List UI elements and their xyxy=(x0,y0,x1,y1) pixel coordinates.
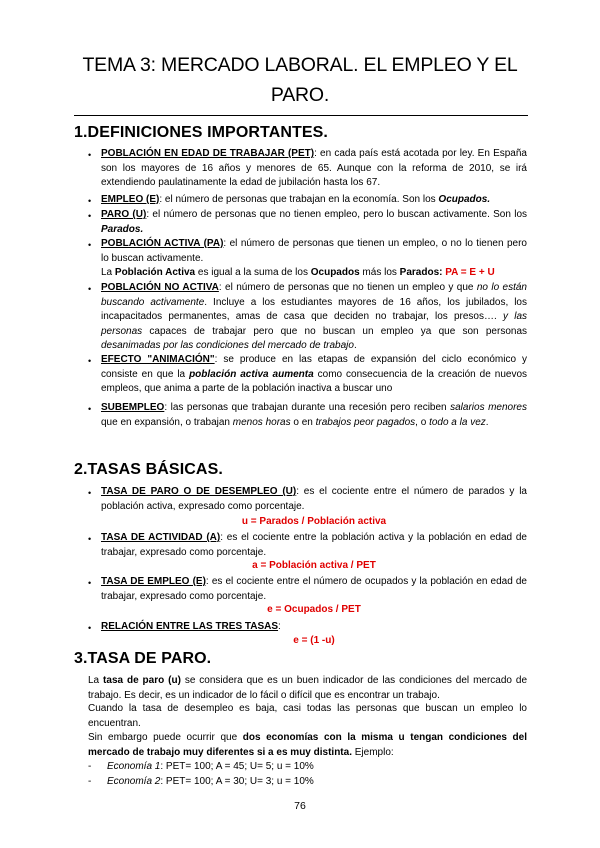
list-dash: - xyxy=(88,761,92,772)
bullet: • xyxy=(88,404,92,414)
pa-note: La Población Activa es igual a la suma de los Ocupados más los Parados: PA = E + U xyxy=(101,267,495,278)
relacion-tasas: RELACIÓN ENTRE LAS TRES TASAS: xyxy=(101,621,281,632)
bullet: • xyxy=(88,623,92,633)
def-pet: POBLACIÓN EN EDAD DE TRABAJAR (PET): en cada país está acotada por ley. En España son los mayores de 16 años y menores de 65. Aunque con la reforma de 2010, se irá extendiendo paulatinamente la edad de jubilación hasta los 67. xyxy=(101,148,527,189)
bullet: • xyxy=(88,150,92,160)
formula-tasa-empleo: e = Ocupados / PET xyxy=(267,604,361,615)
def-poblacion-activa: POBLACIÓN ACTIVA (PA): el número de personas que tienen un empleo, o no lo tienen pero lo buscan activamente. xyxy=(101,238,527,264)
bullet: • xyxy=(88,284,92,294)
tasa-paro: TASA DE PARO O DE DESEMPLEO (U): es el cociente entre el número de parados y la población activa, expresado como porcentaje. xyxy=(101,486,527,512)
def-subempleo: SUBEMPLEO: las personas que trabajan durante una recesión pero reciben salarios menores que en expansión, o trabajan menos horas o en trabajos peor pagados, o todo a la vez. xyxy=(101,402,527,428)
section-heading-tasa-paro: 3.TASA DE PARO. xyxy=(74,650,212,667)
paro-paragraph-1: La tasa de paro (u) se considera que es un buen indicador de las condiciones del mercado de trabajo. Es decir, es un indicador de lo fácil o difícil que es encontrar un trabajo. xyxy=(88,675,528,701)
example-economia-1: Economía 1: PET= 100; A = 45; U= 5; u = 10% xyxy=(107,761,314,772)
bullet: • xyxy=(88,578,92,588)
formula-relacion: e = (1 -u) xyxy=(293,635,335,646)
list-dash: - xyxy=(88,776,92,787)
def-empleo: EMPLEO (E): el número de personas que trabajan en la economía. Son los Ocupados. xyxy=(101,194,491,205)
tasa-empleo: TASA DE EMPLEO (E): es el cociente entre el número de ocupados y la población en edad de trabajar, expresado como porcentaje. xyxy=(101,576,527,602)
bullet: • xyxy=(88,196,92,206)
paro-paragraph-2: Cuando la tasa de desempleo es baja, casi todas las personas que buscan un empleo lo encuentran. xyxy=(88,703,527,729)
formula-tasa-paro: u = Parados / Población activa xyxy=(241,516,387,527)
tasa-actividad: TASA DE ACTIVIDAD (A): es el cociente entre la población activa y la población en edad de trabajar, expresado como porcentaje. xyxy=(101,532,527,558)
section-heading-definiciones: 1.DEFINICIONES IMPORTANTES. xyxy=(74,124,328,141)
title-divider xyxy=(74,115,528,116)
bullet: • xyxy=(88,240,92,250)
bullet: • xyxy=(88,211,92,221)
paro-paragraph-3: Sin embargo puede ocurrir que dos economías con la misma u tengan condiciones del mercado de trabajo muy diferentes si a es muy distinta. Ejemplo: xyxy=(88,732,528,758)
page-number: 76 xyxy=(294,800,306,812)
bullet: • xyxy=(88,534,92,544)
example-economia-2: Economía 2: PET= 100; A = 30; U= 3; u = 10% xyxy=(107,776,314,787)
bullet: • xyxy=(88,488,92,498)
page-title: TEMA 3: MERCADO LABORAL. EL EMPLEO Y EL PARO. xyxy=(82,54,518,106)
bullet: • xyxy=(88,356,92,366)
section-heading-tasas: 2.TASAS BÁSICAS. xyxy=(74,461,223,478)
def-poblacion-no-activa: POBLACIÓN NO ACTIVA: el número de personas que no tienen un empleo y que no lo están buscando activamente. Incluye a los estudiantes mayores de 16 años, los jubilados, los incapacitados permanentes, amas de casa que deciden no trabajar, los presos…. y las personas capaces de trabajar pero que no buscan un empleo ya que son personas desanimadas por las condiciones del mercado de trabajo. xyxy=(101,282,528,352)
def-efecto-animacion: EFECTO "ANIMACIÓN": se produce en las etapas de expansión del ciclo económico y consiste en que la población activa aumenta como consecuencia de la creación de nuevos empleos, que anima a parte de la población inactiva a buscar uno xyxy=(101,354,528,395)
formula-tasa-actividad: a = Población activa / PET xyxy=(252,560,376,571)
def-paro: PARO (U): el número de personas que no tienen empleo, pero lo buscan activamente. Son los Parados. xyxy=(101,209,527,235)
